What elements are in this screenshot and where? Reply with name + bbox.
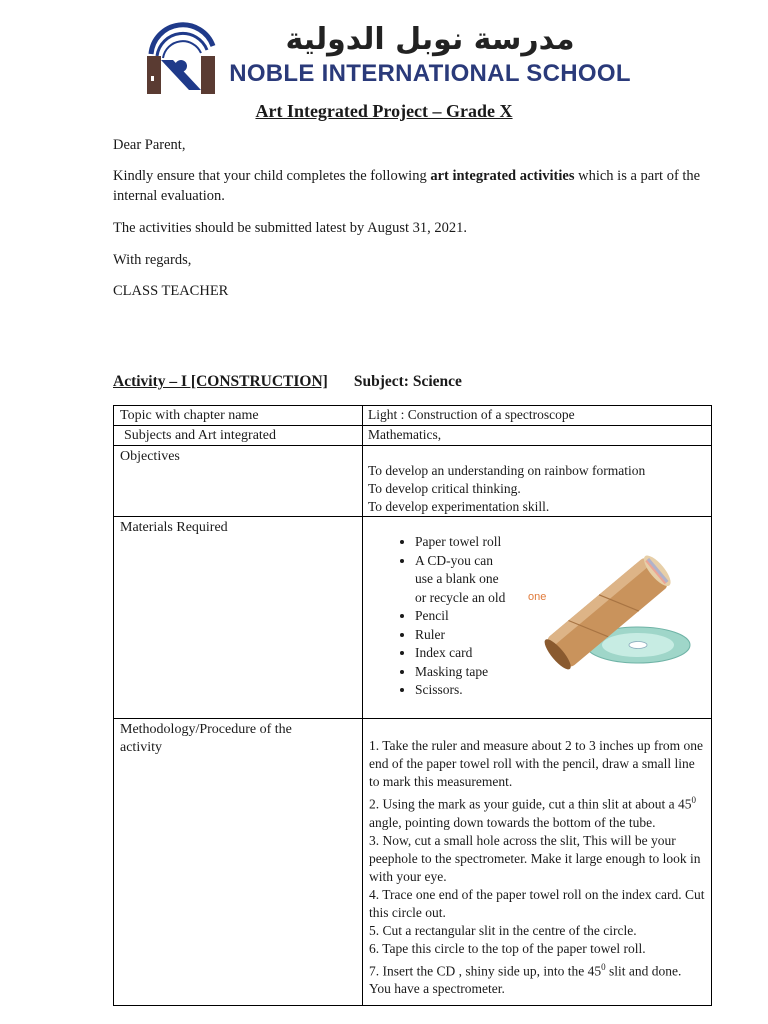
step7-pre: 7. Insert the CD , shiny side up, into the 45 — [369, 963, 602, 978]
step7-post: slit and done. You have a spectrometer. — [369, 963, 682, 996]
table-row — [113, 517, 712, 719]
material-cd: A CD-you can — [415, 552, 493, 568]
activity-subject: Subject: Science — [353, 373, 462, 390]
school-name: NOBLE INTERNATIONAL SCHOOL — [229, 60, 631, 87]
procedure-step — [363, 958, 711, 999]
objectives-label: Objectives — [120, 449, 180, 464]
school-logo-icon — [143, 20, 219, 96]
signature-text: CLASS TEACHER — [113, 283, 229, 299]
materials-label: Materials Required — [120, 520, 228, 535]
procedure-step: 4. Trace one end of the paper towel roll on the index card. Cut this circle out. — [369, 886, 705, 920]
list-item: • Index card — [415, 644, 711, 663]
table-row — [113, 405, 712, 426]
topic-label: Topic with chapter name — [120, 408, 259, 423]
objective-item: To develop experimentation skill. — [368, 499, 550, 514]
page-title: Art Integrated Project – Grade X — [255, 101, 513, 121]
method-label: Methodology/Procedure of the activity — [120, 722, 292, 755]
degree-sup: 0 — [691, 795, 696, 805]
material-cd-continued: use a blank one — [415, 571, 499, 586]
procedure-step: 5. Cut a rectangular slit in the centre of the circle. — [369, 922, 637, 938]
material-cd-continued: or recycle an old — [415, 589, 506, 605]
subjects-value: Mathematics, — [368, 427, 442, 442]
procedure-step: 6. Tape this circle to the top of the paper towel roll. — [369, 940, 646, 956]
image-label: one — [528, 591, 547, 603]
closing-text: With regards, — [113, 252, 192, 268]
subjects-label: Subjects and Art integrated — [124, 428, 277, 443]
objective-item: To develop an understanding on rainbow formation — [368, 463, 646, 478]
table-row — [113, 719, 712, 1006]
salutation: Dear Parent, — [113, 137, 186, 153]
activity-table — [113, 405, 712, 1006]
objective-item: To develop critical thinking. — [368, 481, 521, 496]
degree-sup: 0 — [601, 961, 606, 972]
letter-line-pre: Kindly ensure that your child completes the following — [113, 168, 431, 184]
list-item: • Scissors. — [415, 681, 711, 700]
list-item: • Pencil — [415, 607, 711, 626]
procedure-step — [363, 791, 711, 832]
table-row — [113, 426, 712, 446]
step2-pre: 2. Using the mark as your guide, cut a thin slit at about a 45 — [369, 796, 692, 812]
procedure-step: 1. Take the ruler and measure about 2 to 3 inches up from one end of the paper towel roll with the pencil, draw a small line to mark this measurement. — [369, 738, 703, 789]
topic-value: Light : Construction of a spectroscope — [368, 407, 575, 422]
school-name-arabic: مدرسة نوبل الدولية — [285, 22, 575, 57]
activity-heading — [113, 373, 462, 391]
school-header — [143, 20, 643, 98]
deadline-text: The activities should be submitted latest by August 31, 2021. — [113, 220, 468, 236]
procedure-step: 3. Now, cut a small hole across the slit, This will be your peephole to the spectrometer. Make it large enough to look in with your eye. — [369, 832, 701, 884]
list-item: • Paper towel roll — [415, 533, 711, 552]
letter-line-post: which is a part of the internal evaluation. — [113, 168, 701, 204]
step2-post: angle, pointing down towards the bottom of the tube. — [369, 814, 656, 830]
table-row — [113, 446, 712, 517]
spectroscope-image — [533, 535, 693, 685]
list-item: • Masking tape — [415, 663, 711, 682]
letter-paragraph — [113, 166, 713, 206]
activity-title: Activity – I [CONSTRUCTION] — [113, 373, 328, 390]
letter-line-bold: art integrated activities — [430, 168, 575, 184]
list-item: • Ruler — [415, 626, 711, 645]
